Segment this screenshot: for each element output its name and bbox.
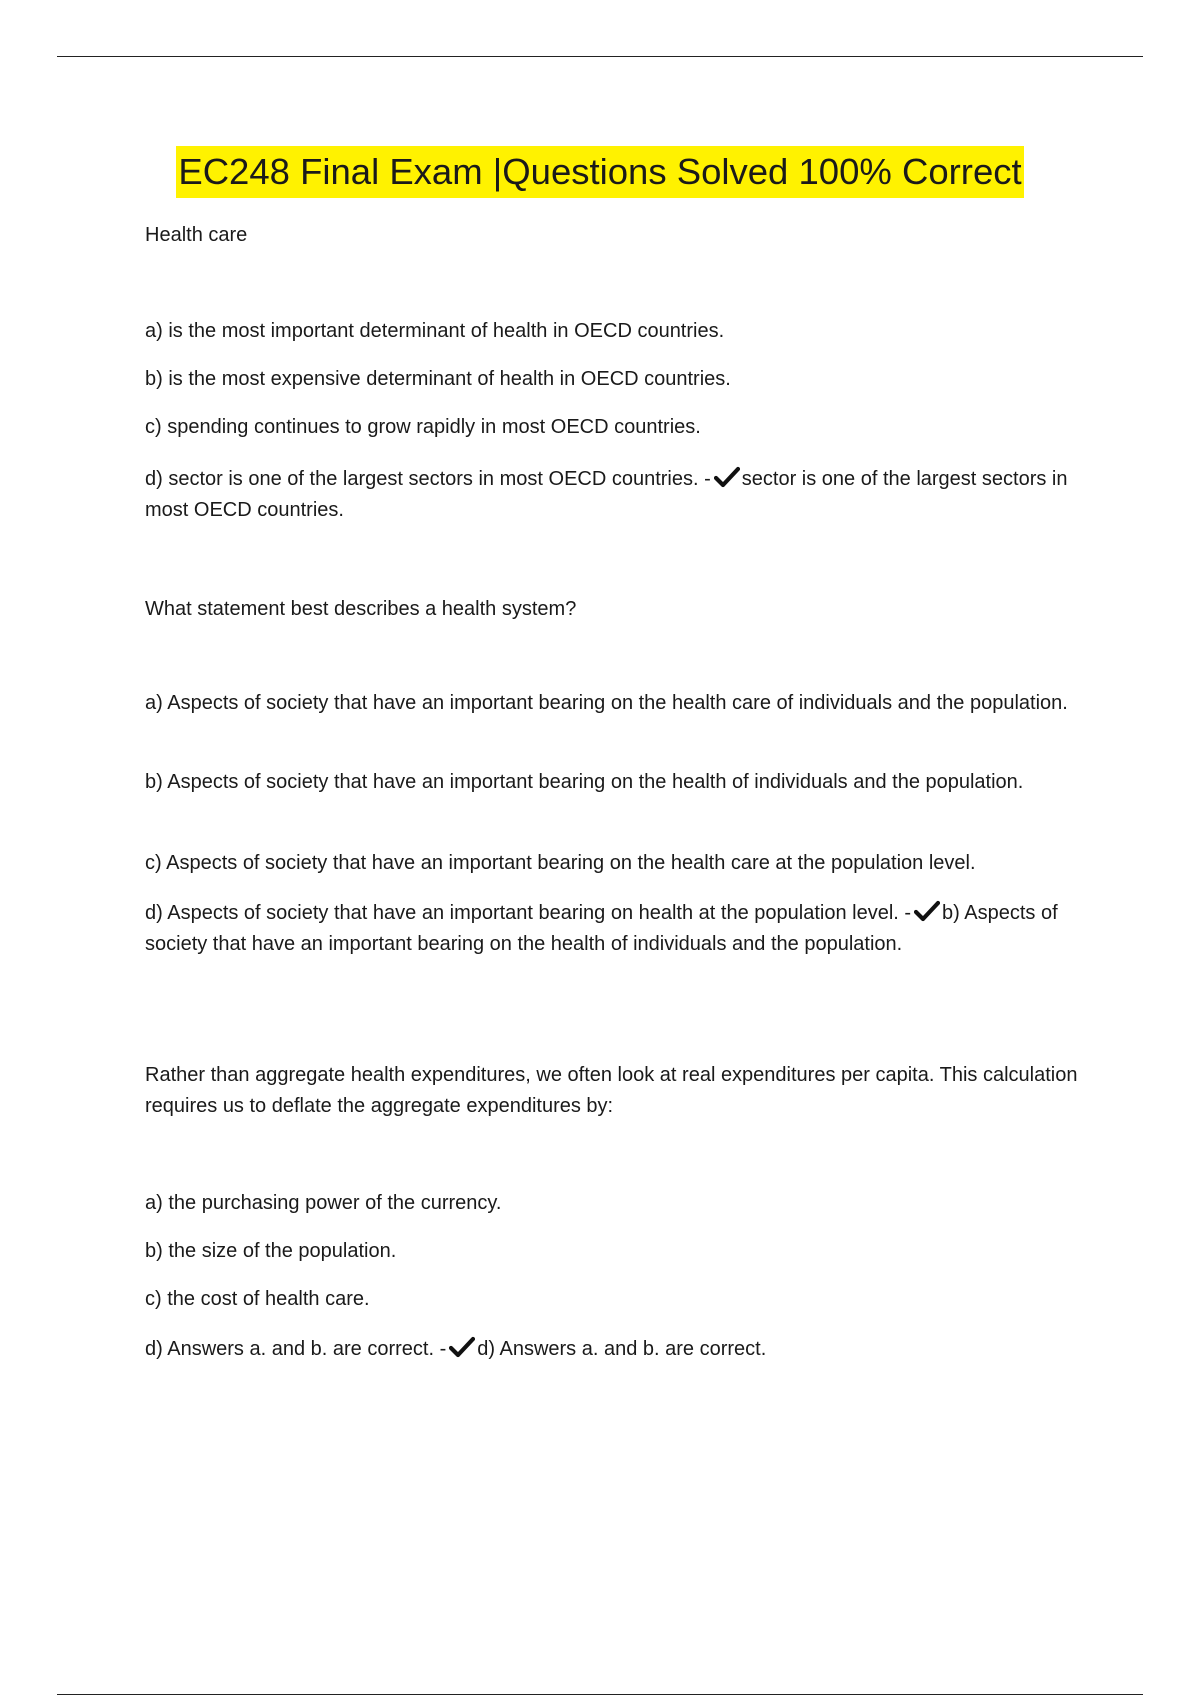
question-2-stem: What statement best describes a health system? — [145, 598, 577, 620]
question-3-option-b: b) the size of the population. — [145, 1240, 397, 1262]
question-2-option-b: b) Aspects of society that have an important bearing on the health of individuals and the population. — [145, 771, 1024, 793]
question-1-answer: sector is one of the largest sectors in most OECD countries. — [145, 468, 1068, 521]
question-1-option-b: b) is the most expensive determinant of health in OECD countries. — [145, 368, 731, 390]
question-3-option-a: a) the purchasing power of the currency. — [145, 1192, 502, 1214]
question-2-option-d-text: d) Aspects of society that have an important bearing on health at the population level. - — [145, 902, 912, 924]
check-mark-icon — [914, 900, 940, 922]
top-rule — [57, 56, 1143, 57]
question-2-option-c: c) Aspects of society that have an important bearing on the health care at the population level. — [145, 852, 976, 874]
bottom-rule — [57, 1694, 1143, 1695]
question-3-option-c: c) the cost of health care. — [145, 1288, 370, 1310]
title-wrap — [0, 146, 1200, 198]
question-1-option-c: c) spending continues to grow rapidly in most OECD countries. — [145, 416, 701, 438]
question-1-option-d — [145, 464, 1080, 526]
question-1-option-d-text: d) sector is one of the largest sectors in most OECD countries. - — [145, 468, 711, 490]
question-1-option-a: a) is the most important determinant of health in OECD countries. — [145, 320, 725, 342]
page-title: EC248 Final Exam |Questions Solved 100% Correct — [176, 146, 1023, 198]
question-2-option-a: a) Aspects of society that have an important bearing on the health care of individuals and the population. — [145, 692, 1068, 714]
question-3-option-d — [145, 1334, 1080, 1365]
question-1-stem: Health care — [145, 224, 248, 246]
check-mark-icon — [449, 1336, 475, 1358]
question-3-answer: d) Answers a. and b. are correct. — [477, 1338, 767, 1360]
question-2-answer: b) Aspects of society that have an important bearing on the health of individuals and the population. — [145, 902, 1058, 955]
question-3-option-d-text: d) Answers a. and b. are correct. - — [145, 1338, 447, 1360]
check-mark-icon — [714, 466, 740, 488]
question-2-option-d — [145, 898, 1080, 960]
question-3-stem: Rather than aggregate health expenditures, we often look at real expenditures per capita. This calculation requires us to deflate the aggregate expenditures by: — [145, 1064, 1078, 1117]
